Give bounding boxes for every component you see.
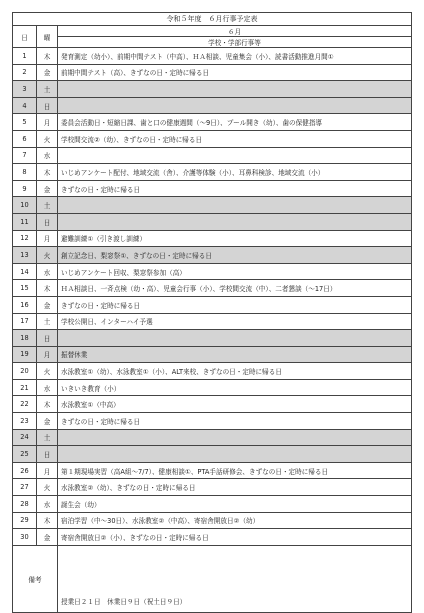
day-cell: 22: [13, 396, 37, 413]
table-row: [13, 296, 412, 313]
event-cell: 避難訓練①（引き渡し訓練）: [58, 230, 412, 247]
dow-cell: 木: [37, 280, 58, 297]
table-row: [13, 114, 412, 131]
dow-cell: 金: [37, 413, 58, 430]
dow-cell: 木: [37, 48, 58, 65]
day-cell: 16: [13, 296, 37, 313]
table-row: [13, 346, 412, 363]
table-row: [13, 413, 412, 430]
dow-cell: 火: [37, 247, 58, 264]
day-cell: 6: [13, 130, 37, 147]
event-cell: 学校公開日、インターハイ予選: [58, 313, 412, 330]
dow-cell: 木: [37, 512, 58, 529]
table-row: [13, 263, 412, 280]
event-cell: [58, 81, 412, 98]
day-cell: 27: [13, 479, 37, 496]
event-cell: [58, 97, 412, 114]
event-cell: 学校間交流②（幼）、きずなの日・定時に帰る日: [58, 130, 412, 147]
title-row: [13, 13, 412, 26]
dow-cell: 木: [37, 164, 58, 181]
day-cell: 4: [13, 97, 37, 114]
dow-cell: 金: [37, 529, 58, 546]
event-cell: 宿泊学習（中～30日）、水泳教室②（中高）、寄宿舎開放日②（幼）: [58, 512, 412, 529]
dow-cell: 水: [37, 147, 58, 164]
dow-cell: 水: [37, 263, 58, 280]
day-cell: 21: [13, 379, 37, 396]
event-cell: いじめアンケート回収、梨窓祭参加（高）: [58, 263, 412, 280]
table-row: [13, 512, 412, 529]
table-row: [13, 379, 412, 396]
day-cell: 14: [13, 263, 37, 280]
table-row: [13, 97, 412, 114]
table-row: [13, 496, 412, 513]
table-row: [13, 280, 412, 297]
header-month: ６月: [58, 26, 412, 37]
event-cell: いじめアンケート配付、地域交流（舎）、介護等体験（小）、耳鼻科検診、地域交流（小）: [58, 164, 412, 181]
table-row: [13, 529, 412, 546]
schedule-table: [12, 12, 412, 613]
event-cell: [58, 213, 412, 230]
table-row: [13, 462, 412, 479]
notes-row: [13, 545, 412, 612]
event-cell: いきいき教育（小）: [58, 379, 412, 396]
day-cell: 10: [13, 197, 37, 214]
dow-cell: 金: [37, 64, 58, 81]
event-cell: きずなの日・定時に帰る日: [58, 296, 412, 313]
day-cell: 15: [13, 280, 37, 297]
table-row: [13, 230, 412, 247]
header-dow: 曜: [37, 26, 58, 48]
dow-cell: 水: [37, 379, 58, 396]
table-row: [13, 313, 412, 330]
event-cell: [58, 429, 412, 446]
dow-cell: 金: [37, 296, 58, 313]
event-cell: 振替休業: [58, 346, 412, 363]
dow-cell: 木: [37, 396, 58, 413]
day-cell: 17: [13, 313, 37, 330]
table-row: [13, 48, 412, 65]
table-row: [13, 247, 412, 264]
dow-cell: 日: [37, 330, 58, 347]
event-cell: ＨＡ相談日、一斉点検（幼・高）、児童会行事（小）、学校間交流（中）、二者懇談（～17日）: [58, 280, 412, 297]
dow-cell: 金: [37, 180, 58, 197]
event-cell: [58, 197, 412, 214]
day-cell: 13: [13, 247, 37, 264]
dow-cell: 月: [37, 462, 58, 479]
day-cell: 29: [13, 512, 37, 529]
page-title: 令和５年度 ６月行事予定表: [13, 13, 412, 26]
table-row: [13, 446, 412, 463]
table-row: [13, 180, 412, 197]
notes-text: 授業日２１日 休業日９日（祝土日９日）: [58, 545, 412, 612]
event-cell: 誕生会（幼）: [58, 496, 412, 513]
day-cell: 8: [13, 164, 37, 181]
table-row: [13, 147, 412, 164]
table-row: [13, 81, 412, 98]
table-row: [13, 363, 412, 380]
day-cell: 30: [13, 529, 37, 546]
day-cell: 5: [13, 114, 37, 131]
event-cell: 第１期現場実習（高A組～7/7）、健康相談①、PTA手話研修会、きずなの日・定時に帰る日: [58, 462, 412, 479]
event-cell: [58, 446, 412, 463]
day-cell: 20: [13, 363, 37, 380]
dow-cell: 火: [37, 130, 58, 147]
dow-cell: 日: [37, 446, 58, 463]
day-cell: 19: [13, 346, 37, 363]
day-cell: 25: [13, 446, 37, 463]
event-cell: [58, 147, 412, 164]
day-cell: 9: [13, 180, 37, 197]
table-row: [13, 479, 412, 496]
table-row: [13, 197, 412, 214]
dow-cell: 土: [37, 197, 58, 214]
schedule-body: [13, 48, 412, 546]
event-cell: きずなの日・定時に帰る日: [58, 180, 412, 197]
table-row: [13, 429, 412, 446]
event-cell: 創立記念日、梨窓祭①、きずなの日・定時に帰る日: [58, 247, 412, 264]
day-cell: 2: [13, 64, 37, 81]
header-day: 日: [13, 26, 37, 48]
day-cell: 1: [13, 48, 37, 65]
event-cell: [58, 330, 412, 347]
event-cell: 発育測定（幼小）、前期中間テスト（中高）、ＨＡ相談、児童集会（小）、読書活動推進月間①: [58, 48, 412, 65]
event-cell: 前期中間テスト（高）、きずなの日・定時に帰る日: [58, 64, 412, 81]
dow-cell: 土: [37, 313, 58, 330]
event-cell: 寄宿舎開放日②（小）、きずなの日・定時に帰る日: [58, 529, 412, 546]
dow-cell: 月: [37, 230, 58, 247]
day-cell: 11: [13, 213, 37, 230]
event-cell: 水泳教室②（幼）、きずなの日・定時に帰る日: [58, 479, 412, 496]
event-cell: 委員会活動日・短縮日課、歯と口の健康週間（～9日）、プール開き（幼）、歯の保健指導: [58, 114, 412, 131]
dow-cell: 火: [37, 363, 58, 380]
header-row: [13, 26, 412, 37]
day-cell: 28: [13, 496, 37, 513]
day-cell: 18: [13, 330, 37, 347]
day-cell: 7: [13, 147, 37, 164]
dow-cell: 日: [37, 213, 58, 230]
dow-cell: 月: [37, 114, 58, 131]
day-cell: 23: [13, 413, 37, 430]
day-cell: 3: [13, 81, 37, 98]
event-cell: 水泳教室①（幼）、水泳教室①（小）、ALT来校、きずなの日・定時に帰る日: [58, 363, 412, 380]
day-cell: 12: [13, 230, 37, 247]
event-cell: 水泳教室①（中高）: [58, 396, 412, 413]
dow-cell: 火: [37, 479, 58, 496]
dow-cell: 月: [37, 346, 58, 363]
day-cell: 24: [13, 429, 37, 446]
table-row: [13, 213, 412, 230]
table-row: [13, 164, 412, 181]
dow-cell: 土: [37, 81, 58, 98]
header-row-2: [13, 37, 412, 48]
table-row: [13, 396, 412, 413]
dow-cell: 水: [37, 496, 58, 513]
notes-label: 備考: [13, 545, 58, 612]
event-cell: きずなの日・定時に帰る日: [58, 413, 412, 430]
dow-cell: 土: [37, 429, 58, 446]
day-cell: 26: [13, 462, 37, 479]
table-row: [13, 130, 412, 147]
header-category: 学校・学部行事等: [58, 37, 412, 48]
table-row: [13, 64, 412, 81]
dow-cell: 日: [37, 97, 58, 114]
table-row: [13, 330, 412, 347]
